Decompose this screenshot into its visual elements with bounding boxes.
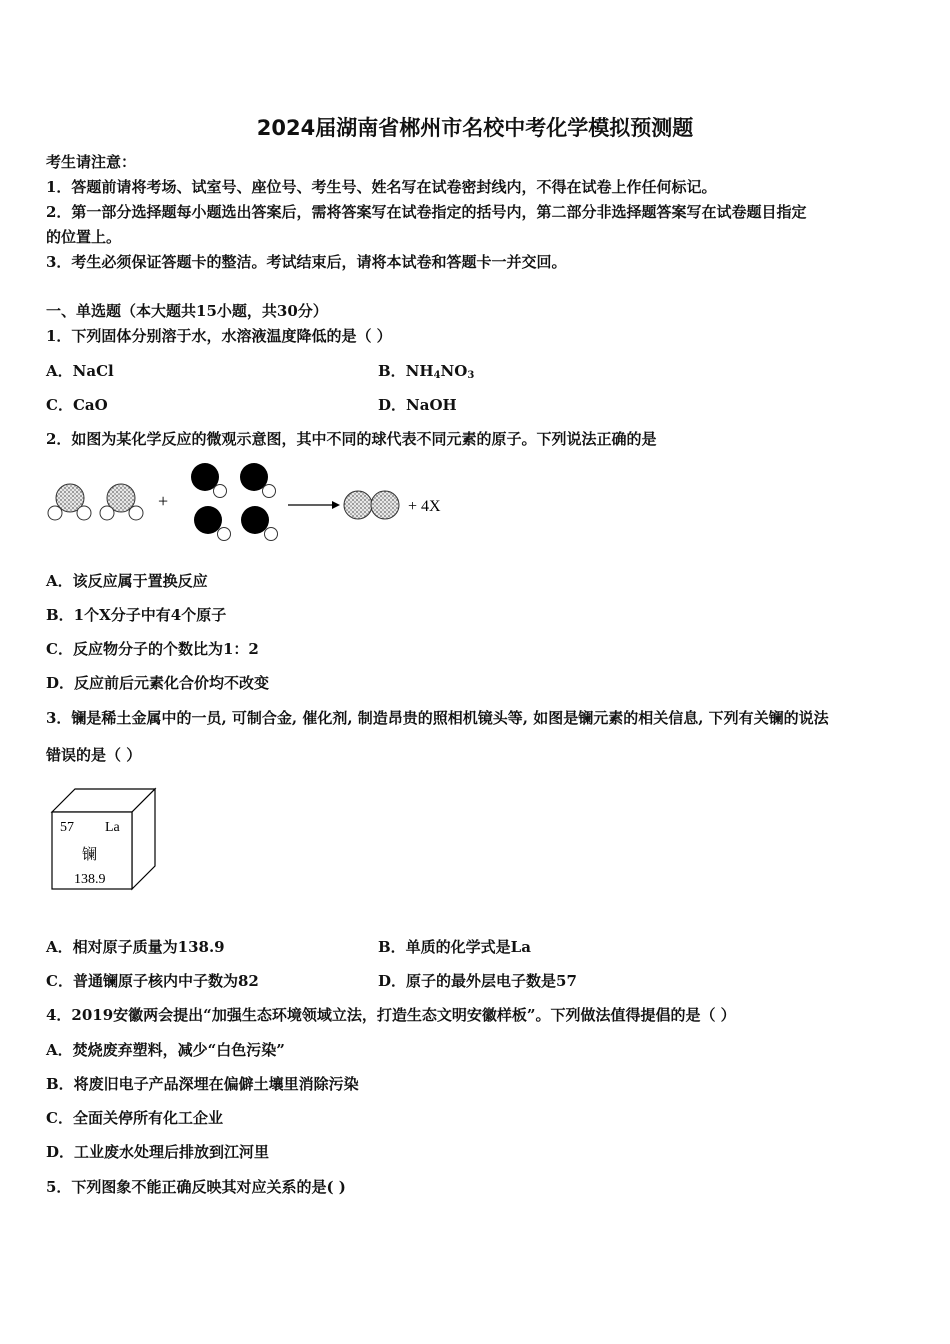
q3-option-d: D．原子的最外层电子数是57 xyxy=(378,972,577,990)
q3-option-a: A．相对原子质量为138.9 xyxy=(46,938,225,956)
notice-item: 的位置上。 xyxy=(46,228,122,246)
hatched-molecule xyxy=(100,484,143,520)
element-symbol: La xyxy=(105,820,120,835)
q2-stem: 2．如图为某化学反应的微观示意图，其中不同的球代表不同元素的原子。下列说法正确的是 xyxy=(46,430,657,448)
q3-option-b: B．单质的化学式是La xyxy=(378,938,531,956)
q1-option-d: D．NaOH xyxy=(378,396,457,414)
atomic-number: 57 xyxy=(60,820,74,835)
black-molecule xyxy=(240,463,276,498)
page-title: 2024届湖南省郴州市名校中考化学模拟预测题 xyxy=(256,116,694,140)
black-molecule xyxy=(191,463,227,498)
q4-option-c: C．全面关停所有化工企业 xyxy=(46,1109,223,1127)
q3-stem-continued: 错误的是（ ） xyxy=(46,746,142,764)
hatched-molecule xyxy=(48,484,91,520)
plus-sign: + xyxy=(158,491,169,511)
q1-option-c: C．CaO xyxy=(46,396,108,414)
q3-option-c: C．普通镧原子核内中子数为82 xyxy=(46,972,259,990)
q2-option-d: D．反应前后元素化合价均不改变 xyxy=(46,674,270,692)
q3-stem: 3．镧是稀土金属中的一员, 可制合金, 催化剂, 制造昂贵的照相机镜头等, 如图是镧元素的相关信息, 下列有关镧的说法 xyxy=(46,709,829,727)
lanthanum-element-card xyxy=(48,786,160,892)
q4-option-b: B．将废旧电子产品深埋在偏僻土壤里消除污染 xyxy=(46,1075,359,1093)
element-name: 镧 xyxy=(82,847,98,863)
q4-stem: 4．2019安徽两会提出“加强生态环境领域立法，打造生态文明安徽样板”。下列做法值得提倡的是（ ） xyxy=(46,1006,736,1024)
section-heading: 一、单选题（本大题共15小题，共30分） xyxy=(46,302,328,320)
q1-option-b: B．$NH_4NO_3$ xyxy=(378,362,475,381)
product-molecule xyxy=(344,491,399,519)
notice-heading: 考生请注意： xyxy=(46,153,137,171)
q1-option-a: A．NaCl xyxy=(46,362,114,380)
q2-option-c: C．反应物分子的个数比为1：2 xyxy=(46,640,259,658)
notice-item: 3．考生必须保证答题卡的整洁。考试结束后，请将本试卷和答题卡一并交回。 xyxy=(46,253,567,271)
q2-option-b: B．1个X分子中有4个原子 xyxy=(46,606,227,624)
q5-stem: 5．下列图象不能正确反映其对应关系的是( ) xyxy=(46,1178,346,1196)
reaction-arrow xyxy=(288,501,340,509)
q4-option-d: D．工业废水处理后排放到江河里 xyxy=(46,1143,270,1161)
black-molecule xyxy=(241,506,278,541)
notice-item: 2．第一部分选择题每小题选出答案后，需将答案写在试卷指定的括号内，第二部分非选择题答案写在试卷题目指定 xyxy=(46,203,807,221)
q2-option-a: A．该反应属于置换反应 xyxy=(46,572,208,590)
q4-option-a: A．焚烧废弃塑料，减少“白色污染” xyxy=(46,1041,285,1059)
product-x-label: + 4X xyxy=(408,498,441,515)
reaction-diagram xyxy=(40,455,480,555)
black-molecule xyxy=(194,506,231,541)
q1-stem: 1．下列固体分别溶于水，水溶液温度降低的是（ ） xyxy=(46,327,392,345)
notice-item: 1．答题前请将考场、试室号、座位号、考生号、姓名写在试卷密封线内，不得在试卷上作任何标记。 xyxy=(46,178,717,196)
atomic-mass: 138.9 xyxy=(74,872,106,887)
